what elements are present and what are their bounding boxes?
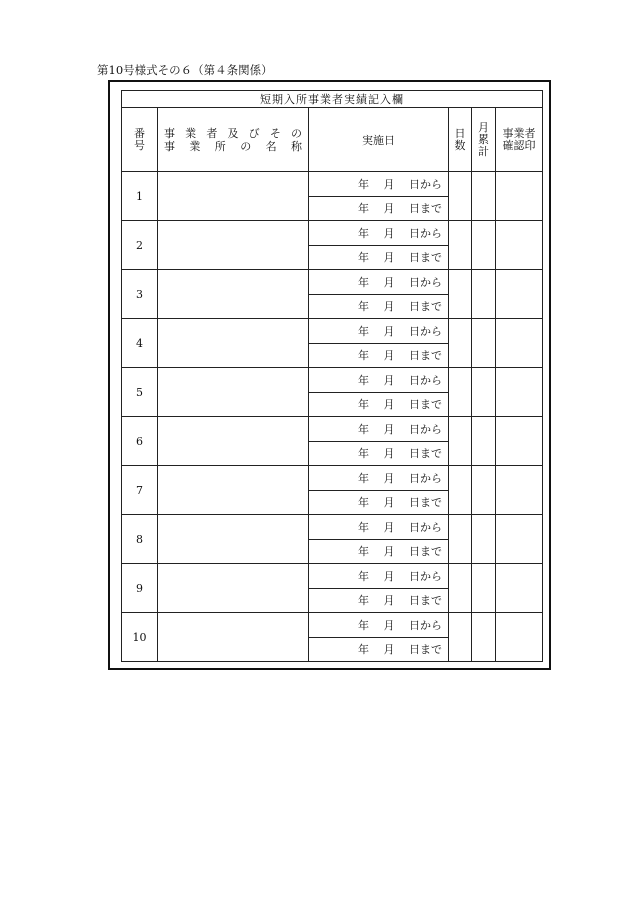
row-number: 4: [122, 319, 158, 368]
table-row: [122, 613, 543, 638]
provider-name-cell[interactable]: [158, 564, 309, 613]
row-number: 7: [122, 466, 158, 515]
row-number: 3: [122, 270, 158, 319]
monthly-total-cell[interactable]: [472, 270, 496, 319]
confirm-seal-cell[interactable]: [496, 564, 543, 613]
confirm-seal-cell[interactable]: [496, 613, 543, 662]
days-cell[interactable]: [449, 564, 472, 613]
table-row: [122, 172, 543, 197]
date-to-cell[interactable]: 年 月 日まで: [309, 245, 449, 270]
days-cell[interactable]: [449, 368, 472, 417]
confirm-seal-cell[interactable]: [496, 319, 543, 368]
date-to-cell[interactable]: 年 月 日まで: [309, 196, 449, 221]
date-from-cell[interactable]: 年 月 日から: [309, 613, 449, 638]
days-cell[interactable]: [449, 221, 472, 270]
provider-name-cell[interactable]: [158, 368, 309, 417]
header-confirm-seal: 事業者 確認印: [496, 108, 543, 172]
table-row: [122, 368, 543, 393]
date-to-cell[interactable]: 年 月 日まで: [309, 588, 449, 613]
days-cell[interactable]: [449, 466, 472, 515]
row-number: 8: [122, 515, 158, 564]
provider-name-cell[interactable]: [158, 319, 309, 368]
date-from-cell[interactable]: 年 月 日から: [309, 515, 449, 540]
date-to-cell[interactable]: 年 月 日まで: [309, 441, 449, 466]
header-provider-name: 事 業 者 及 び そ の 事 業 所 の 名 称: [158, 108, 309, 172]
row-number: 6: [122, 417, 158, 466]
monthly-total-cell[interactable]: [472, 221, 496, 270]
table-row: [122, 515, 543, 540]
form-title: 第10号様式その６（第４条関係）: [97, 63, 273, 77]
date-to-cell[interactable]: 年 月 日まで: [309, 294, 449, 319]
monthly-total-cell[interactable]: [472, 172, 496, 221]
days-cell[interactable]: [449, 319, 472, 368]
date-from-cell[interactable]: 年 月 日から: [309, 368, 449, 393]
monthly-total-cell[interactable]: [472, 613, 496, 662]
row-number: 5: [122, 368, 158, 417]
confirm-seal-cell[interactable]: [496, 270, 543, 319]
provider-name-cell[interactable]: [158, 172, 309, 221]
header-date: 実施日: [309, 108, 449, 172]
row-number: 2: [122, 221, 158, 270]
header-number: 番 号: [122, 108, 158, 172]
date-from-cell[interactable]: 年 月 日から: [309, 466, 449, 491]
days-cell[interactable]: [449, 270, 472, 319]
date-to-cell[interactable]: 年 月 日まで: [309, 490, 449, 515]
days-cell[interactable]: [449, 417, 472, 466]
date-to-cell[interactable]: 年 月 日まで: [309, 539, 449, 564]
date-from-cell[interactable]: 年 月 日から: [309, 270, 449, 295]
table-row: [122, 564, 543, 589]
provider-name-cell[interactable]: [158, 515, 309, 564]
days-cell[interactable]: [449, 515, 472, 564]
monthly-total-cell[interactable]: [472, 319, 496, 368]
provider-name-cell[interactable]: [158, 270, 309, 319]
monthly-total-cell[interactable]: [472, 368, 496, 417]
table-row: [122, 319, 543, 344]
monthly-total-cell[interactable]: [472, 466, 496, 515]
days-cell[interactable]: [449, 172, 472, 221]
row-number: 10: [122, 613, 158, 662]
days-cell[interactable]: [449, 613, 472, 662]
confirm-seal-cell[interactable]: [496, 466, 543, 515]
provider-name-cell[interactable]: [158, 221, 309, 270]
confirm-seal-cell[interactable]: [496, 221, 543, 270]
table-row: [122, 417, 543, 442]
date-to-cell[interactable]: 年 月 日まで: [309, 637, 449, 662]
date-from-cell[interactable]: 年 月 日から: [309, 564, 449, 589]
header-days: 日 数: [449, 108, 472, 172]
confirm-seal-cell[interactable]: [496, 515, 543, 564]
confirm-seal-cell[interactable]: [496, 368, 543, 417]
provider-name-cell[interactable]: [158, 613, 309, 662]
date-from-cell[interactable]: 年 月 日から: [309, 319, 449, 344]
confirm-seal-cell[interactable]: [496, 172, 543, 221]
date-from-cell[interactable]: 年 月 日から: [309, 172, 449, 197]
table-row: [122, 270, 543, 295]
record-table: [121, 90, 543, 662]
monthly-total-cell[interactable]: [472, 515, 496, 564]
date-from-cell[interactable]: 年 月 日から: [309, 221, 449, 246]
provider-name-cell[interactable]: [158, 466, 309, 515]
table-row: [122, 466, 543, 491]
date-to-cell[interactable]: 年 月 日まで: [309, 343, 449, 368]
monthly-total-cell[interactable]: [472, 564, 496, 613]
table-row: [122, 221, 543, 246]
table-caption: 短期入所事業者実績記入欄: [122, 91, 543, 108]
date-to-cell[interactable]: 年 月 日まで: [309, 392, 449, 417]
row-number: 1: [122, 172, 158, 221]
provider-name-cell[interactable]: [158, 417, 309, 466]
confirm-seal-cell[interactable]: [496, 417, 543, 466]
monthly-total-cell[interactable]: [472, 417, 496, 466]
date-from-cell[interactable]: 年 月 日から: [309, 417, 449, 442]
header-monthly-total: 月 累 計: [472, 108, 496, 172]
table-body: [122, 172, 543, 662]
row-number: 9: [122, 564, 158, 613]
